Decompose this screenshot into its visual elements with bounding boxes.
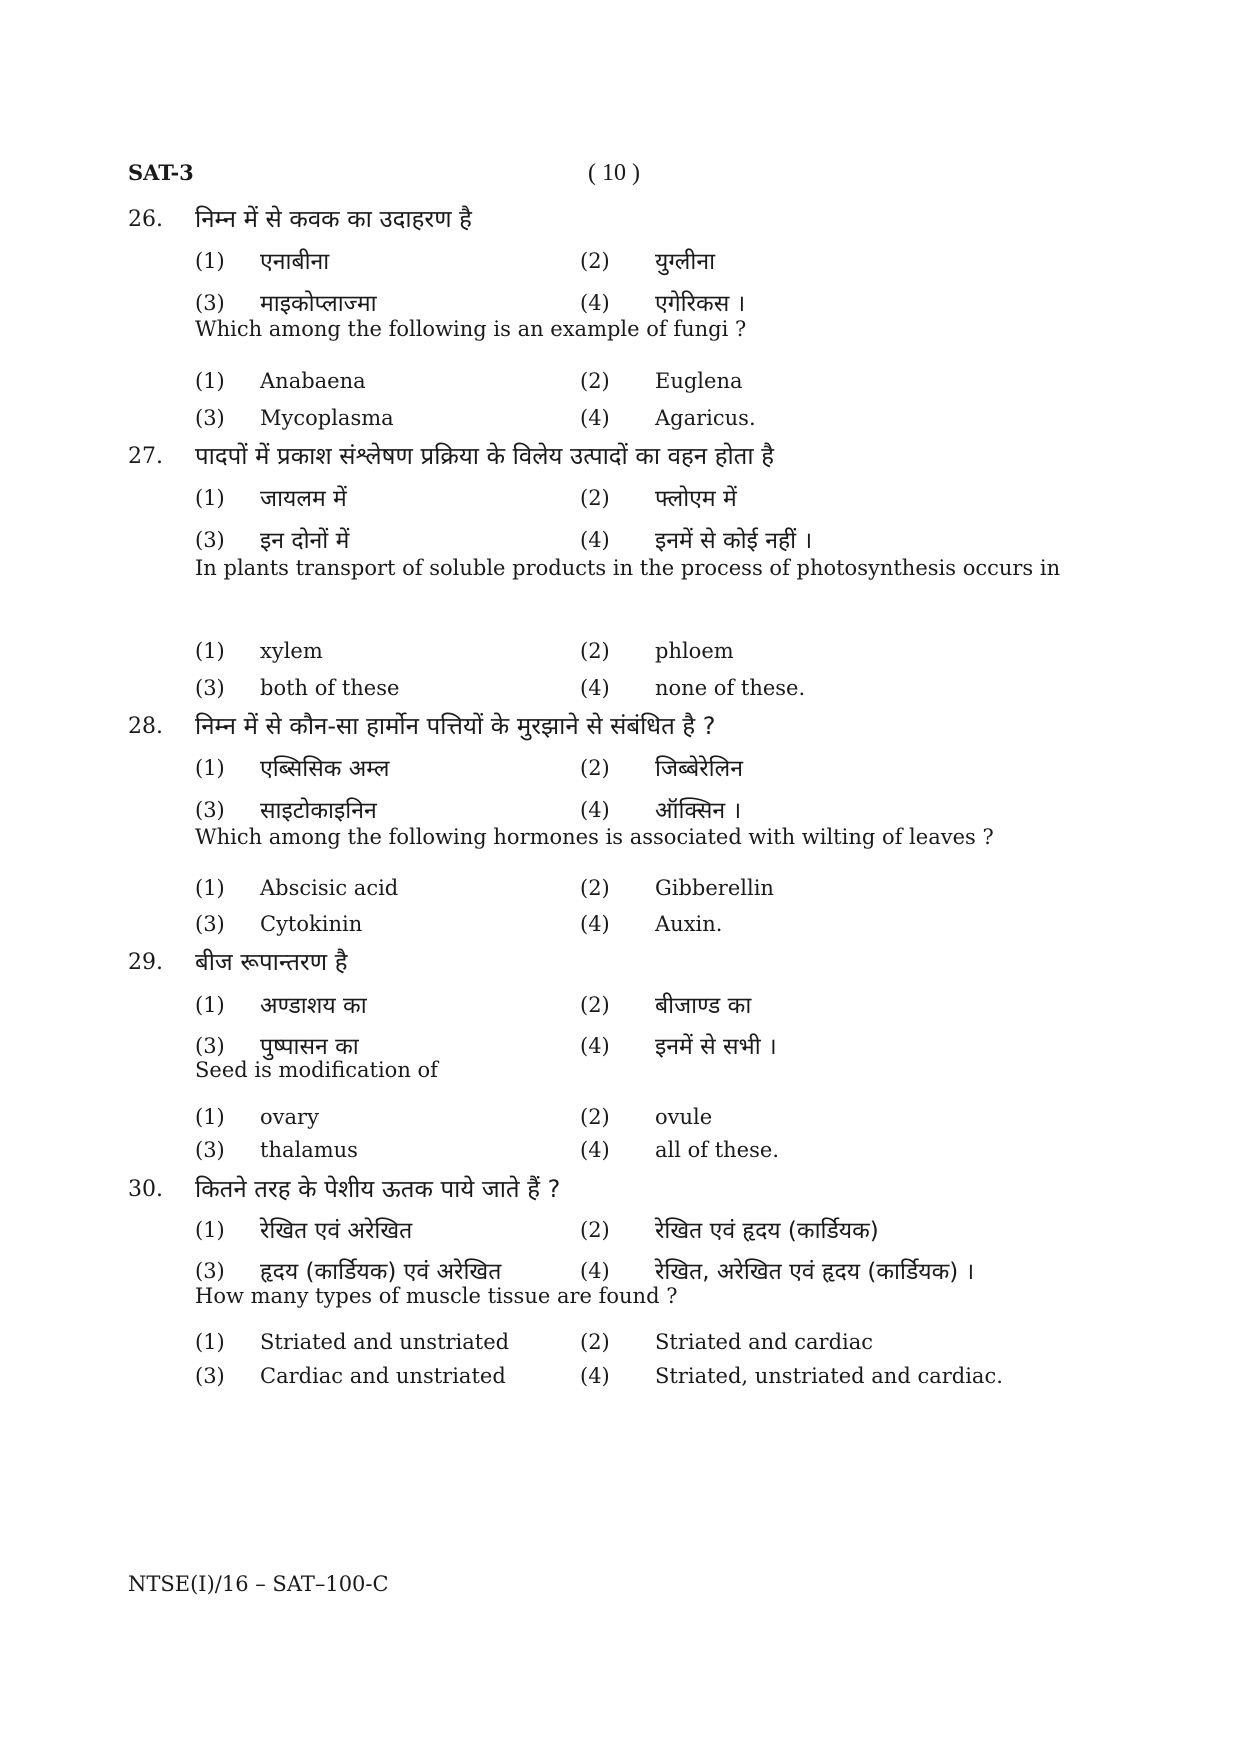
page-header [128,160,1128,190]
option-text-english: Striated and cardiac [655,1330,874,1354]
option-number: (4) [580,406,610,430]
option-text-english: none of these. [655,676,806,700]
option-number: (4) [580,1138,610,1162]
page-footer: NTSE(I)/16 – SAT–100-C [128,1572,389,1596]
question-number: 27. [128,444,163,469]
option-text-hindi: एब्सिसिक अम्ल [260,756,390,782]
option-text-english: Striated and unstriated [260,1330,510,1354]
option-number: (4) [580,528,610,552]
option-text-english: all of these. [655,1138,779,1162]
option-number: (4) [580,1364,610,1388]
option-text-hindi: माइकोप्लाज्मा [260,291,377,317]
option-text-hindi: रेखित एवं हृदय (कार्डियक) [655,1218,879,1244]
option-number: (1) [195,369,225,393]
question-text-english: Seed is modification of [195,1058,438,1082]
question-text-hindi: पादपों में प्रकाश संश्लेषण प्रक्रिया के विलेय उत्पादों का वहन होता है [195,442,774,470]
option-text-english: Agaricus. [655,406,756,430]
option-text-hindi: जायलम में [260,486,347,512]
option-number: (3) [195,1259,225,1283]
question-number: 29. [128,950,163,975]
option-number: (3) [195,798,225,822]
question-text-hindi: कितने तरह के पेशीय ऊतक पाये जाते हैं ? [195,1175,561,1203]
option-text-hindi: हृदय (कार्डियक) एवं अरेखित [260,1259,502,1285]
question-number: 30. [128,1177,163,1202]
option-text-hindi: बीजाण्ड का [655,993,752,1019]
option-text-english: ovary [260,1105,319,1129]
option-number: (2) [580,993,610,1017]
option-number: (1) [195,1105,225,1129]
option-number: (4) [580,676,610,700]
option-number: (3) [195,406,225,430]
option-text-hindi: ऑक्सिन । [655,798,742,824]
option-text-hindi: इन दोनों में [260,528,350,554]
question-number: 28. [128,714,163,739]
option-text-hindi: इनमें से कोई नहीं । [655,528,813,554]
question-text-english: Which among the following hormones is associated with wilting of leaves ? [195,825,994,849]
option-number: (4) [580,798,610,822]
option-number: (1) [195,756,225,780]
option-number: (3) [195,912,225,936]
option-number: (4) [580,1034,610,1058]
option-number: (2) [580,486,610,510]
option-number: (3) [195,676,225,700]
option-text-hindi: इनमें से सभी । [655,1034,777,1060]
option-number: (2) [580,756,610,780]
page-number: ( 10 ) [588,160,640,186]
option-number: (4) [580,912,610,936]
option-number: (2) [580,1330,610,1354]
option-number: (1) [195,1330,225,1354]
option-number: (2) [580,639,610,663]
option-number: (3) [195,1364,225,1388]
option-number: (1) [195,1218,225,1242]
option-number: (4) [580,1259,610,1283]
option-text-english: Euglena [655,369,743,393]
option-number: (2) [580,1218,610,1242]
question-text-hindi: निम्न में से कवक का उदाहरण है [195,205,472,233]
option-number: (3) [195,1138,225,1162]
option-text-hindi: पुष्पासन का [260,1034,359,1060]
option-text-english: Cardiac and unstriated [260,1364,506,1388]
option-number: (2) [580,876,610,900]
option-number: (1) [195,486,225,510]
option-text-english: Gibberellin [655,876,774,900]
question-text-english: Which among the following is an example of fungi ? [195,317,747,341]
option-number: (3) [195,291,225,315]
option-text-english: Mycoplasma [260,406,394,430]
option-number: (1) [195,249,225,273]
option-number: (1) [195,876,225,900]
option-number: (3) [195,1034,225,1058]
option-text-hindi: एगेरिकस । [655,291,746,317]
option-number: (4) [580,291,610,315]
option-text-english: Anabaena [260,369,366,393]
option-text-hindi: रेखित, अरेखित एवं हृदय (कार्डियक) । [655,1259,975,1285]
question-number: 26. [128,207,163,232]
option-number: (1) [195,639,225,663]
option-number: (2) [580,1105,610,1129]
option-number: (2) [580,369,610,393]
option-number: (1) [195,993,225,1017]
option-text-hindi: फ्लोएम में [655,486,737,512]
option-text-hindi: रेखित एवं अरेखित [260,1218,413,1244]
option-text-english: Cytokinin [260,912,363,936]
question-text-english: How many types of muscle tissue are found ? [195,1284,678,1308]
paper-code: SAT-3 [128,160,194,185]
question-text-hindi: निम्न में से कौन-सा हार्मोन पत्तियों के मुरझाने से संबंधित है ? [195,712,716,740]
option-text-english: ovule [655,1105,713,1129]
option-number: (3) [195,528,225,552]
option-text-english: both of these [260,676,400,700]
option-text-english: thalamus [260,1138,358,1162]
question-text-hindi: बीज रूपान्तरण है [195,948,348,976]
option-number: (2) [580,249,610,273]
option-text-hindi: युग्लीना [655,249,716,275]
option-text-hindi: जिब्बेरेलिन [655,756,743,782]
option-text-english: phloem [655,639,734,663]
question-text-english: In plants transport of soluble products in the process of photosynthesis occurs in [195,556,1061,580]
option-text-hindi: साइटोकाइनिन [260,798,377,824]
option-text-hindi: अण्डाशय का [260,993,367,1019]
option-text-hindi: एनाबीना [260,249,330,275]
option-text-english: xylem [260,639,323,663]
option-text-english: Abscisic acid [260,876,399,900]
option-text-english: Auxin. [655,912,723,936]
option-text-english: Striated, unstriated and cardiac. [655,1364,1003,1388]
